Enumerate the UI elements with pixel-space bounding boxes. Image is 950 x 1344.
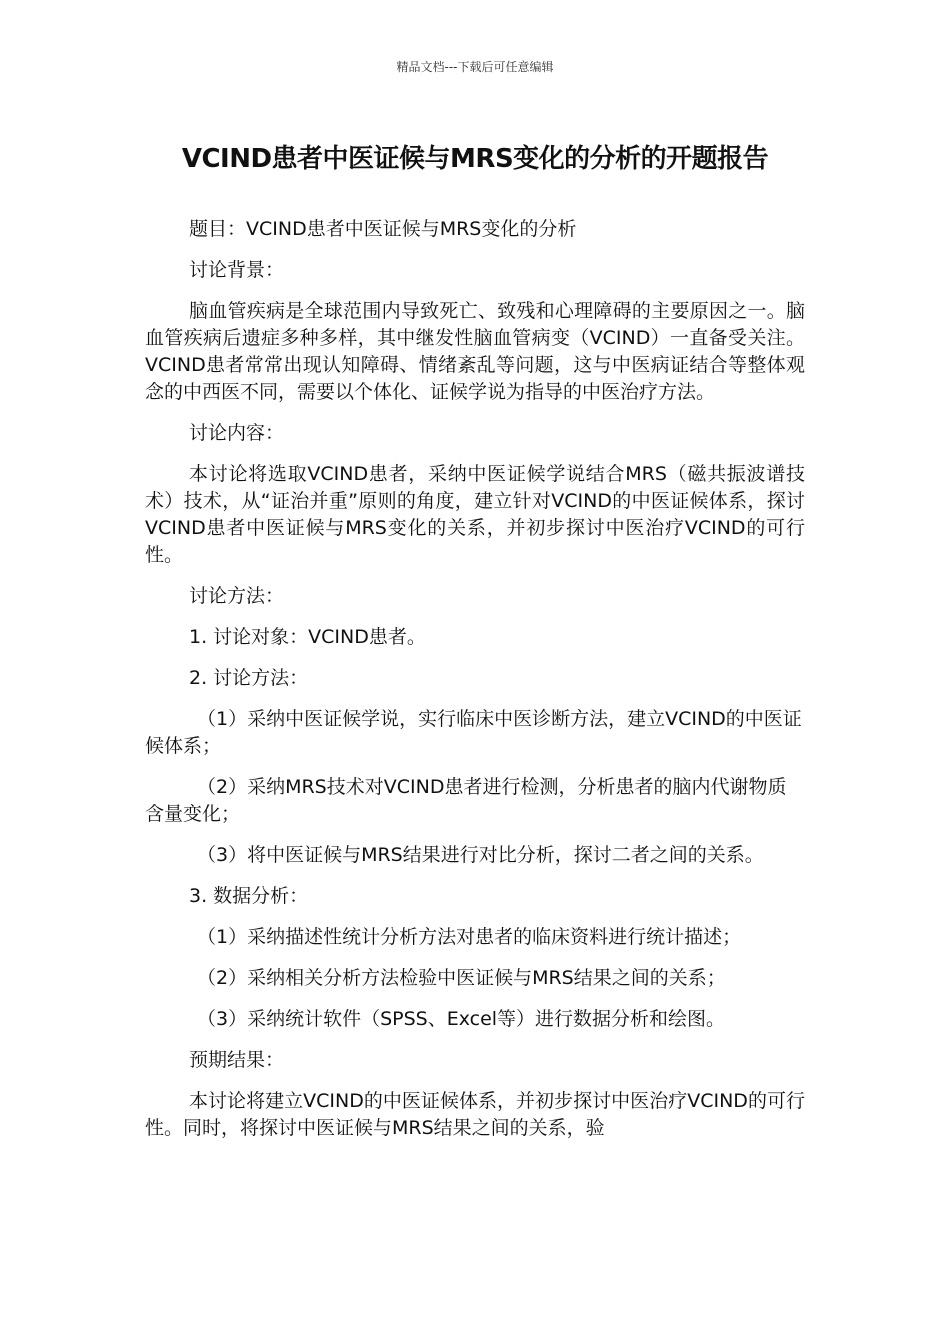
header-note: 精品文档---下载后可任意编辑 (396, 60, 554, 74)
method-subitem-3-1: （1）采纳描述性统计分析方法对患者的临床资料进行统计描述； (197, 926, 742, 948)
method-item-1: 1. 讨论对象：VCIND患者。 (189, 626, 426, 648)
method-heading: 讨论方法： (189, 585, 285, 607)
topic-line: 题目：VCIND患者中医证候与MRS变化的分析 (189, 218, 577, 240)
document-body (145, 216, 805, 1156)
result-paragraph: 本讨论将建立VCIND的中医证候体系，并初步探讨中医治疗VCIND的可行性。同时，将探讨中医证候与MRS结果之间的关系，验 (145, 1090, 805, 1139)
method-subitem-2-1: （1）采纳中医证候学说，实行临床中医诊断方法，建立VCIND的中医证候体系； (145, 708, 802, 757)
document-title: VCIND患者中医证候与MRS变化的分析的开题报告 (181, 144, 769, 174)
background-paragraph: 脑血管疾病是全球范围内导致死亡、致残和心理障碍的主要原因之一。脑血管疾病后遗症多种多样，其中继发性脑血管病变（VCIND）一直备受关注。VCIND患者常常出现认知障碍、情绪紊乱等问题，这与中医病证结合等整体观念的中西医不同，需要以个体化、证候学说为指导的中医治疗方法。 (145, 300, 805, 403)
method-subitem-2-3: （3）将中医证候与MRS结果进行对比分析，探讨二者之间的关系。 (197, 844, 764, 866)
content-heading: 讨论内容： (189, 422, 285, 444)
method-subitem-2-2: （2）采纳MRS技术对VCIND患者进行检测，分析患者的脑内代谢物质含量变化； (145, 776, 787, 825)
method-item-3: 3. 数据分析： (189, 885, 309, 907)
content-paragraph: 本讨论将选取VCIND患者，采纳中医证候学说结合MRS（磁共振波谱技术）技术，从“证治并重”原则的角度，建立针对VCIND的中医证候体系，探讨VCIND患者中医证候与MRS变化的关系，并初步探讨中医治疗VCIND的可行性。 (145, 463, 805, 566)
background-heading: 讨论背景： (189, 259, 285, 281)
method-item-2: 2. 讨论方法： (189, 667, 309, 689)
method-subitem-3-3: （3）采纳统计软件（SPSS、Excel等）进行数据分析和绘图。 (197, 1008, 726, 1030)
method-subitem-3-2: （2）采纳相关分析方法检验中医证候与MRS结果之间的关系； (197, 967, 726, 989)
result-heading: 预期结果： (189, 1049, 285, 1071)
